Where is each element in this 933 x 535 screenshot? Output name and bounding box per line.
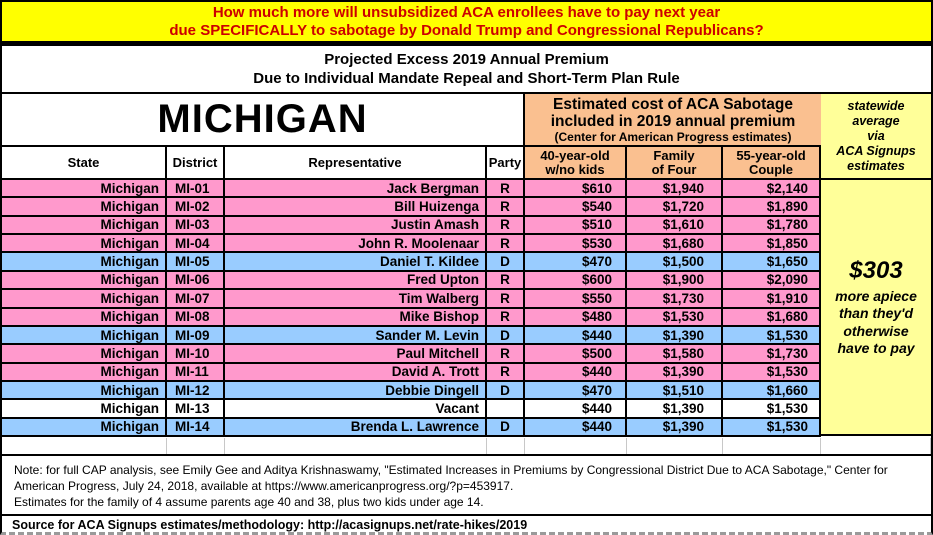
cell-family-of-four-cost: $1,730 (627, 290, 723, 306)
cell-state: Michigan (2, 253, 167, 269)
cell-family-of-four-cost: $1,390 (627, 400, 723, 416)
cell-party: D (487, 382, 525, 398)
empty-cell (723, 438, 821, 454)
cell-55-year-old-couple-cost: $2,090 (723, 272, 821, 288)
cell-representative: David A. Trott (225, 364, 487, 380)
cell-representative: Sander M. Levin (225, 327, 487, 343)
cell-district: MI-04 (167, 235, 225, 251)
column-header-representative: Representative (225, 147, 487, 178)
cell-family-of-four-cost: $1,500 (627, 253, 723, 269)
subtitle-line-2: Due to Individual Mandate Repeal and Short-Term Plan Rule (253, 70, 680, 87)
empty-cell (225, 438, 487, 454)
column-header-family-line-1: Family (653, 147, 695, 163)
statewide-caption-line: than they'd (838, 305, 914, 321)
cell-district: MI-13 (167, 400, 225, 416)
question-line-2: due SPECIFICALLY to sabotage by Donald Trump and Congressional Republicans? (169, 21, 764, 39)
cell-party (487, 400, 525, 416)
table-row (2, 253, 821, 271)
statewide-average-header (821, 94, 931, 180)
cell-family-of-four-cost: $1,610 (627, 217, 723, 233)
cell-district: MI-14 (167, 419, 225, 435)
cell-representative: Fred Upton (225, 272, 487, 288)
side-header-line: statewide (847, 98, 905, 113)
cell-district: MI-10 (167, 345, 225, 361)
cell-family-of-four-cost: $1,680 (627, 235, 723, 251)
column-header-family-of-four (627, 147, 723, 178)
cell-representative: Tim Walberg (225, 290, 487, 306)
table-row (2, 198, 821, 216)
cell-family-of-four-cost: $1,900 (627, 272, 723, 288)
cell-district: MI-11 (167, 364, 225, 380)
cell-party: R (487, 272, 525, 288)
table-row (2, 290, 821, 308)
empty-cell (525, 438, 627, 454)
cell-55-year-old-couple-cost: $1,730 (723, 345, 821, 361)
cell-party: R (487, 198, 525, 214)
cell-family-of-four-cost: $1,530 (627, 309, 723, 325)
cell-40-year-old-cost: $480 (525, 309, 627, 325)
table-row (2, 235, 821, 253)
cell-party: R (487, 217, 525, 233)
cell-district: MI-09 (167, 327, 225, 343)
cell-40-year-old-cost: $440 (525, 419, 627, 435)
table-row (2, 419, 821, 437)
cell-state: Michigan (2, 327, 167, 343)
question-banner (2, 2, 931, 46)
cell-family-of-four-cost: $1,720 (627, 198, 723, 214)
cell-district: MI-02 (167, 198, 225, 214)
empty-cell (627, 438, 723, 454)
subtitle-line-1: Projected Excess 2019 Annual Premium (324, 51, 609, 68)
column-header-40-year-old (525, 147, 627, 178)
cell-40-year-old-cost: $540 (525, 198, 627, 214)
question-line-1: How much more will unsubsidized ACA enrollees have to pay next year (212, 3, 721, 21)
column-header-40-line-1: 40-year-old (540, 147, 610, 163)
cell-party: R (487, 235, 525, 251)
cell-family-of-four-cost: $1,390 (627, 419, 723, 435)
cell-40-year-old-cost: $600 (525, 272, 627, 288)
table-row (2, 272, 821, 290)
column-header-55-year-old-couple (723, 147, 821, 178)
cell-district: MI-03 (167, 217, 225, 233)
cell-representative: Vacant (225, 400, 487, 416)
side-header-line: estimates (847, 158, 905, 173)
column-header-55-line-1: 55-year-old (736, 147, 806, 163)
cell-representative: Jack Bergman (225, 180, 487, 196)
cell-district: MI-05 (167, 253, 225, 269)
statewide-caption-line: otherwise (843, 322, 909, 339)
cell-party: R (487, 180, 525, 196)
cell-40-year-old-cost: $470 (525, 253, 627, 269)
column-header-district: District (167, 147, 225, 178)
table-row (2, 400, 821, 418)
cell-family-of-four-cost: $1,940 (627, 180, 723, 196)
column-header-state: State (2, 147, 167, 178)
cell-district: MI-06 (167, 272, 225, 288)
cell-55-year-old-couple-cost: $1,530 (723, 327, 821, 343)
cell-party: R (487, 290, 525, 306)
cap-estimate-header (525, 94, 821, 145)
cell-party: R (487, 309, 525, 325)
footnote-cap-analysis: Note: for full CAP analysis, see Emily Gee and Aditya Krishnaswamy, "Estimated Increases in Premiums by Congressional District Due to ACA Sabotage," Center for American Progress, July 24, 2018, available at https://www.americanprogress.org/?p=453917. (14, 463, 888, 493)
cell-40-year-old-cost: $510 (525, 217, 627, 233)
cell-party: D (487, 327, 525, 343)
cell-family-of-four-cost: $1,390 (627, 327, 723, 343)
statewide-average-value-cell (821, 180, 931, 436)
cap-header-line-3: (Center for American Progress estimates) (554, 130, 792, 144)
column-header-55-line-2: Couple (748, 161, 794, 177)
cell-family-of-four-cost: $1,390 (627, 364, 723, 380)
cap-header-line-1: Estimated cost of ACA Sabotage (552, 96, 793, 113)
cell-55-year-old-couple-cost: $1,850 (723, 235, 821, 251)
table-row (2, 382, 821, 400)
table-row (2, 364, 821, 382)
cell-party: D (487, 253, 525, 269)
cell-representative: Daniel T. Kildee (225, 253, 487, 269)
cell-representative: Bill Huizenga (225, 198, 487, 214)
cell-state: Michigan (2, 290, 167, 306)
cell-state: Michigan (2, 400, 167, 416)
cell-state: Michigan (2, 364, 167, 380)
cell-state: Michigan (2, 217, 167, 233)
statewide-caption-line: more apiece (835, 287, 917, 304)
cell-representative: Brenda L. Lawrence (225, 419, 487, 435)
empty-cell (167, 438, 225, 454)
cell-40-year-old-cost: $440 (525, 364, 627, 380)
empty-cell (821, 438, 931, 454)
statewide-average-amount: $303 (849, 256, 903, 284)
cell-55-year-old-couple-cost: $1,650 (723, 253, 821, 269)
cell-55-year-old-couple-cost: $1,660 (723, 382, 821, 398)
cell-state: Michigan (2, 272, 167, 288)
side-header-line: via (867, 128, 885, 143)
cell-representative: Justin Amash (225, 217, 487, 233)
cell-representative: John R. Moolenaar (225, 235, 487, 251)
cell-40-year-old-cost: $550 (525, 290, 627, 306)
column-header-family-line-2: of Four (651, 161, 697, 177)
table-header-row-1 (2, 94, 821, 147)
cell-55-year-old-couple-cost: $1,910 (723, 290, 821, 306)
table-row (2, 345, 821, 363)
cell-55-year-old-couple-cost: $1,890 (723, 198, 821, 214)
cell-district: MI-08 (167, 309, 225, 325)
side-header-line: average (852, 113, 900, 128)
table-header-row-2 (2, 147, 821, 180)
cell-40-year-old-cost: $610 (525, 180, 627, 196)
cell-party: D (487, 419, 525, 435)
cell-state: Michigan (2, 382, 167, 398)
cell-40-year-old-cost: $470 (525, 382, 627, 398)
cell-40-year-old-cost: $440 (525, 400, 627, 416)
cell-representative: Debbie Dingell (225, 382, 487, 398)
cell-representative: Mike Bishop (225, 309, 487, 325)
cell-family-of-four-cost: $1,510 (627, 382, 723, 398)
cell-party: R (487, 345, 525, 361)
empty-cell (487, 438, 525, 454)
state-title: MICHIGAN (2, 94, 525, 145)
column-header-40-line-2: w/no kids (545, 161, 605, 177)
cell-state: Michigan (2, 198, 167, 214)
subtitle-band (2, 46, 931, 94)
cap-header-line-2: included in 2019 annual premium (550, 113, 796, 130)
cell-state: Michigan (2, 235, 167, 251)
source-text: Source for ACA Signups estimates/methodology: http://acasignups.net/rate-hikes/2019 (12, 518, 528, 532)
cell-family-of-four-cost: $1,580 (627, 345, 723, 361)
cell-55-year-old-couple-cost: $1,780 (723, 217, 821, 233)
footnote-family-assumption: Estimates for the family of 4 assume parents age 40 and 38, plus two kids under age 14. (14, 495, 484, 509)
empty-cell (2, 438, 167, 454)
table-row (2, 309, 821, 327)
cell-55-year-old-couple-cost: $1,530 (723, 364, 821, 380)
cell-55-year-old-couple-cost: $1,530 (723, 400, 821, 416)
cell-district: MI-07 (167, 290, 225, 306)
cell-representative: Paul Mitchell (225, 345, 487, 361)
statewide-average-panel (821, 94, 931, 438)
cell-40-year-old-cost: $440 (525, 327, 627, 343)
cell-state: Michigan (2, 180, 167, 196)
empty-grid-row (2, 438, 931, 456)
cell-55-year-old-couple-cost: $1,530 (723, 419, 821, 435)
footnote-area (2, 456, 931, 514)
cell-state: Michigan (2, 309, 167, 325)
premium-table (2, 94, 931, 438)
cell-40-year-old-cost: $500 (525, 345, 627, 361)
statewide-caption-line: have to pay (837, 340, 915, 356)
cell-state: Michigan (2, 419, 167, 435)
cell-party: R (487, 364, 525, 380)
cell-55-year-old-couple-cost: $1,680 (723, 309, 821, 325)
table-row (2, 180, 821, 198)
cell-state: Michigan (2, 345, 167, 361)
table-row (2, 327, 821, 345)
column-header-party: Party (487, 147, 525, 178)
cell-40-year-old-cost: $530 (525, 235, 627, 251)
source-bar (2, 514, 931, 535)
cell-55-year-old-couple-cost: $2,140 (723, 180, 821, 196)
table-row (2, 217, 821, 235)
cell-district: MI-12 (167, 382, 225, 398)
table-left-region (2, 94, 821, 438)
side-header-line: ACA Signups (836, 143, 916, 158)
cell-district: MI-01 (167, 180, 225, 196)
